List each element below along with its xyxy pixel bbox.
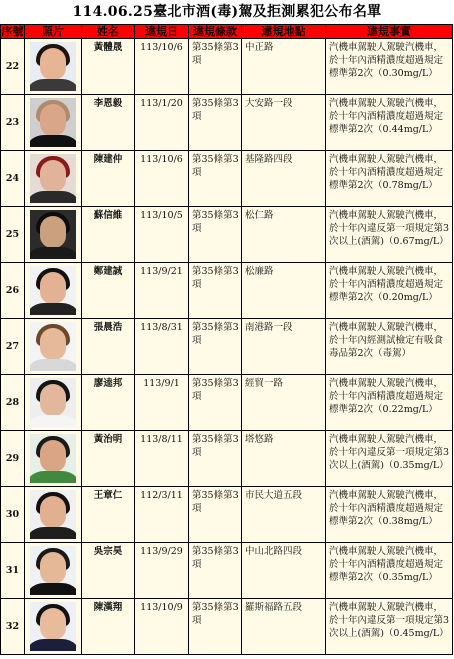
- photo-face: [40, 216, 66, 248]
- row-article: 第35條第3項: [189, 431, 242, 487]
- row-fact: 汽機車駕駛人駕駛汽機車，於十年內違反第一項規定第3次以上(酒駕)（0.35mg/L）: [326, 431, 453, 487]
- row-seq: 27: [1, 319, 25, 375]
- row-photo: [25, 319, 82, 375]
- row-name: 廖逵邦: [82, 375, 135, 431]
- row-seq: 30: [1, 487, 25, 543]
- row-seq: 32: [1, 599, 25, 655]
- row-article: 第35條第3項: [189, 95, 242, 151]
- photo-shirt: [30, 583, 76, 595]
- table-row: [1, 39, 453, 95]
- row-name: 陳建仲: [82, 151, 135, 207]
- row-photo: [25, 39, 82, 95]
- photo-shirt: [30, 191, 76, 203]
- photo-face: [40, 48, 66, 80]
- mugshot-photo: [30, 546, 76, 595]
- row-date: 113/8/31: [135, 319, 189, 375]
- row-name: 李恩毅: [82, 95, 135, 151]
- header-photo: 照片: [25, 25, 82, 39]
- mugshot-photo: [30, 42, 76, 91]
- row-date: 113/1/20: [135, 95, 189, 151]
- row-date: 113/10/9: [135, 599, 189, 655]
- row-fact: 汽機車駕駛人駕駛汽機車，於十年內酒精濃度超過規定標準第2次（0.78mg/L）: [326, 151, 453, 207]
- row-photo: [25, 263, 82, 319]
- table-row: [1, 431, 453, 487]
- row-place: 塔悠路: [242, 431, 326, 487]
- photo-shirt: [30, 79, 76, 91]
- row-seq: 31: [1, 543, 25, 599]
- row-date: 113/9/1: [135, 375, 189, 431]
- photo-face: [40, 104, 66, 136]
- row-seq: 24: [1, 151, 25, 207]
- row-name: 蘇信維: [82, 207, 135, 263]
- mugshot-photo: [30, 154, 76, 203]
- table-row: [1, 263, 453, 319]
- row-photo: [25, 375, 82, 431]
- mugshot-photo: [30, 434, 76, 483]
- photo-shirt: [30, 415, 76, 427]
- row-name: 黃治明: [82, 431, 135, 487]
- header-article: 違規條款: [189, 25, 242, 39]
- row-fact: 汽機車駕駛人駕駛汽機車，於十年內經測試檢定有吸食毒品第2次（毒駕）: [326, 319, 453, 375]
- photo-face: [40, 272, 66, 304]
- photo-shirt: [30, 527, 76, 539]
- row-photo: [25, 487, 82, 543]
- row-name: 王章仁: [82, 487, 135, 543]
- row-photo: [25, 95, 82, 151]
- table-row: [1, 151, 453, 207]
- row-photo: [25, 207, 82, 263]
- row-name: 吳宗昊: [82, 543, 135, 599]
- row-article: 第35條第3項: [189, 319, 242, 375]
- row-article: 第35條第3項: [189, 263, 242, 319]
- row-article: 第35條第3項: [189, 39, 242, 95]
- mugshot-photo: [30, 322, 76, 371]
- row-photo: [25, 431, 82, 487]
- row-name: 鄭建誠: [82, 263, 135, 319]
- table-row: [1, 487, 453, 543]
- photo-shirt: [30, 303, 76, 315]
- row-seq: 22: [1, 39, 25, 95]
- row-date: 113/10/6: [135, 151, 189, 207]
- row-place: 中山北路四段: [242, 543, 326, 599]
- photo-shirt: [30, 135, 76, 147]
- row-place: 經貿一路: [242, 375, 326, 431]
- table-row: [1, 375, 453, 431]
- table-row: [1, 207, 453, 263]
- row-date: 113/9/21: [135, 263, 189, 319]
- row-fact: 汽機車駕駛人駕駛汽機車，於十年內酒精濃度超過規定標準第2次（0.20mg/L）: [326, 263, 453, 319]
- photo-face: [40, 440, 66, 472]
- row-date: 113/10/6: [135, 39, 189, 95]
- mugshot-photo: [30, 602, 76, 651]
- photo-face: [40, 552, 66, 584]
- row-fact: 汽機車駕駛人駕駛汽機車，於十年內酒精濃度超過規定標準第2次（0.35mg/L）: [326, 543, 453, 599]
- page-title: 114.06.25臺北市酒(毒)駕及拒測累犯公布名單: [72, 4, 382, 20]
- row-article: 第35條第3項: [189, 207, 242, 263]
- row-place: 羅斯福路五段: [242, 599, 326, 655]
- row-article: 第35條第3項: [189, 151, 242, 207]
- row-fact: 汽機車駕駛人駕駛汽機車，於十年內違反第一項規定第3次以上(酒駕)（0.45mg/L）: [326, 599, 453, 655]
- table-row: [1, 599, 453, 655]
- row-seq: 23: [1, 95, 25, 151]
- row-article: 第35條第3項: [189, 599, 242, 655]
- row-date: 113/10/5: [135, 207, 189, 263]
- photo-shirt: [30, 359, 76, 371]
- row-fact: 汽機車駕駛人駕駛汽機車，於十年內酒精濃度超過規定標準第2次（0.30mg/L）: [326, 39, 453, 95]
- row-date: 112/3/11: [135, 487, 189, 543]
- mugshot-photo: [30, 98, 76, 147]
- header-place: 違規地點: [242, 25, 326, 39]
- photo-shirt: [30, 247, 76, 259]
- row-seq: 25: [1, 207, 25, 263]
- row-article: 第35條第3項: [189, 543, 242, 599]
- table-row: [1, 543, 453, 599]
- header-seq: 序號: [1, 25, 24, 38]
- row-article: 第35條第3項: [189, 487, 242, 543]
- row-fact: 汽機車駕駛人駕駛汽機車，於十年內酒精濃度超過規定標準第2次（0.38mg/L）: [326, 487, 453, 543]
- row-place: 市民大道五段: [242, 487, 326, 543]
- row-photo: [25, 599, 82, 655]
- photo-face: [40, 160, 66, 192]
- mugshot-photo: [30, 266, 76, 315]
- mugshot-photo: [30, 378, 76, 427]
- photo-face: [40, 328, 66, 360]
- row-place: 基隆路四段: [242, 151, 326, 207]
- table-row: [1, 319, 453, 375]
- photo-shirt: [30, 639, 76, 651]
- photo-face: [40, 608, 66, 640]
- row-date: 113/8/11: [135, 431, 189, 487]
- offender-table: [0, 24, 453, 655]
- row-fact: 汽機車駕駛人駕駛汽機車，於十年內酒精濃度超過規定標準第2次（0.44mg/L）: [326, 95, 453, 151]
- row-date: 113/9/29: [135, 543, 189, 599]
- row-name: 陳漢翔: [82, 599, 135, 655]
- row-place: 松仁路: [242, 207, 326, 263]
- row-seq: 29: [1, 431, 25, 487]
- row-article: 第35條第3項: [189, 375, 242, 431]
- row-place: 大安路一段: [242, 95, 326, 151]
- row-photo: [25, 151, 82, 207]
- header-name: 姓名: [82, 25, 135, 39]
- photo-face: [40, 496, 66, 528]
- row-fact: 汽機車駕駛人駕駛汽機車，於十年內違反第一項規定第3次以上(酒駕)（0.67mg/L）: [326, 207, 453, 263]
- row-fact: 汽機車駕駛人駕駛汽機車，於十年內酒精濃度超過規定標準第2次（0.22mg/L）: [326, 375, 453, 431]
- row-place: 南港路一段: [242, 319, 326, 375]
- photo-face: [40, 384, 66, 416]
- row-place: 松廉路: [242, 263, 326, 319]
- photo-shirt: [30, 471, 76, 483]
- row-name: 張晨浩: [82, 319, 135, 375]
- row-photo: [25, 543, 82, 599]
- row-place: 中正路: [242, 39, 326, 95]
- table-row: [1, 95, 453, 151]
- mugshot-photo: [30, 490, 76, 539]
- row-name: 黃體晟: [82, 39, 135, 95]
- row-seq: 26: [1, 263, 25, 319]
- row-seq: 28: [1, 375, 25, 431]
- header-date: 違規日: [135, 25, 189, 39]
- header-fact: 違規事實: [326, 25, 453, 39]
- mugshot-photo: [30, 210, 76, 259]
- table-header-row: [1, 25, 453, 39]
